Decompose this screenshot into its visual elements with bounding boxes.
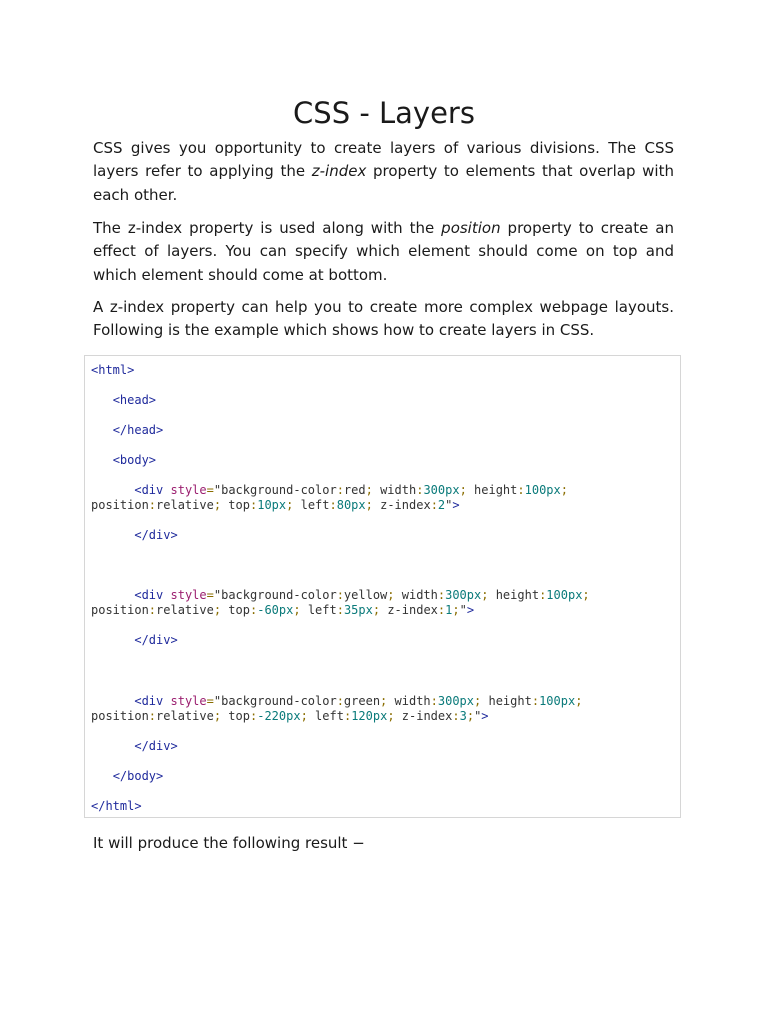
position-text-before: The z-index property is used along with the: [93, 219, 442, 237]
code-line: [91, 393, 156, 408]
position-emphasis: position: [441, 219, 501, 237]
code-line: <div style="background-color:yellow; width:300px; height:100px;: [134, 588, 590, 602]
layouts-paragraph: A z-index property can help you to create more complex webpage layouts. Following is the example which shows how to create layers in CSS.: [93, 298, 674, 340]
head-open-tag: <head>: [112, 393, 157, 407]
code-line: position:relative; top:-60px; left:35px; z-index:1;">: [91, 603, 475, 617]
style-attribute: style: [170, 588, 207, 602]
body-close-tag: </body>: [112, 769, 164, 783]
code-line: position:relative; top:10px; left:80px; z-index:2">: [91, 498, 460, 512]
div-open-tag: <div: [134, 588, 164, 602]
code-line: [91, 739, 178, 754]
style-attribute: style: [170, 694, 207, 708]
style-attribute: style: [170, 483, 207, 497]
intro-paragraph: [93, 137, 674, 207]
code-line: [91, 799, 142, 814]
div-open-tag: <div: [134, 694, 164, 708]
html-open-tag: <html>: [91, 363, 135, 377]
code-line: position:relative; top:-220px; left:120px; z-index:3;">: [91, 709, 489, 723]
code-line: [91, 363, 134, 378]
head-close-tag: </head>: [112, 423, 164, 437]
position-text-after: property to create an effect of layers. You can specify which element should come on top and which element should come at bottom.: [93, 219, 675, 284]
intro-text-after: property to elements that overlap with each other.: [93, 162, 674, 204]
page-title: CSS - Layers: [293, 96, 475, 130]
div-close-tag: </div>: [134, 739, 178, 753]
code-line: [91, 453, 156, 468]
code-line: [91, 528, 178, 543]
html-close-tag: </html>: [91, 799, 142, 813]
z-index-emphasis: z-index: [311, 162, 367, 181]
result-intro-text: It will produce the following result −: [93, 834, 365, 852]
code-example: [84, 355, 681, 818]
code-line: [91, 769, 163, 784]
code-line: <div style="background-color:red; width:300px; height:100px;: [134, 483, 568, 497]
code-line: [91, 633, 178, 648]
code-line: <div style="background-color:green; width:300px; height:100px;: [134, 694, 583, 708]
div-open-tag: <div: [134, 483, 164, 497]
div-close-tag: </div>: [134, 633, 178, 647]
body-open-tag: <body>: [112, 453, 157, 467]
intro-text-before: CSS gives you opportunity to create layers of various divisions. The CSS layers refer to applying the: [93, 139, 674, 181]
position-paragraph: [93, 217, 674, 287]
code-line: [91, 423, 163, 438]
div-close-tag: </div>: [134, 528, 178, 542]
